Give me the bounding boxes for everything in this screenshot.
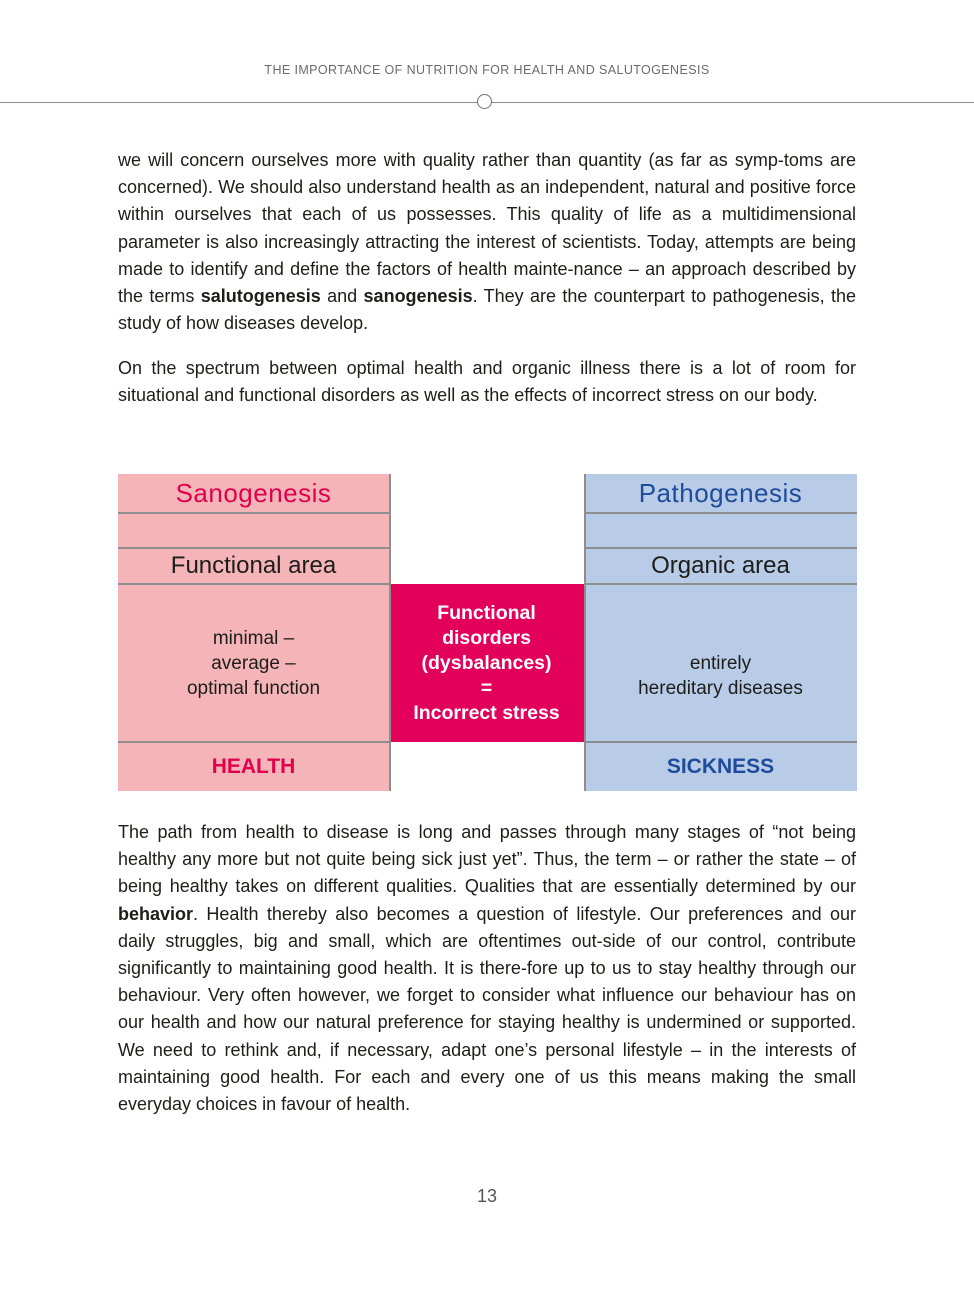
health-label: HEALTH — [211, 754, 296, 778]
paragraph-2: On the spectrum between optimal health and organic illness there is a lot of room for situational and functional disorders as well as the effects of incorrect stress on our body. — [118, 358, 856, 406]
hereditary-diseases-cell — [584, 584, 857, 742]
grid-line — [118, 547, 389, 549]
center-line-4: = — [480, 676, 493, 699]
center-line-3: (dysbalances) — [421, 651, 552, 674]
paragraph-1-text-a: we will concern ourselves more with quality rather than quantity (as far as symp-toms are concerned). We should also understand health as an independent, natural and positive force within ourselves that each of us possesses. This quality of life as a multidimensional parameter is also increasingly attracting the interest of scientists. Today, attempts are being made to identify and define the factors of health mainte-nance – an approach described by the terms — [118, 150, 856, 307]
grid-line — [118, 512, 389, 514]
center-line-2: disorders — [442, 626, 531, 649]
paragraph-3-text-b: . Health thereby also becomes a question of lifestyle. Our preferences and our daily struggles, big and small, which are oftentimes out-side of our control, contribute significantly to maintaining good health. It is there-fore up to us to stay healthy through our behaviour. Very often however, we forget to consider what influence our behaviour has on our health and how our natural preference for staying healthy is undermined or supported. We need to rethink and, if necessary, adapt one’s personal lifestyle – in the interests of maintaining good health. For each and every one of us this means making the small everyday choices in favour of health. — [118, 903, 856, 1115]
grid-line — [584, 547, 857, 549]
pathogenesis-title: Pathogenesis — [638, 478, 803, 508]
paragraph-1-text-b: and — [320, 286, 364, 307]
grid-line — [389, 474, 391, 791]
term-sanogenesis: sanogenesis — [363, 286, 473, 307]
grid-line — [584, 512, 857, 514]
grid-line — [118, 741, 389, 743]
sickness-label: SICKNESS — [666, 754, 775, 778]
paragraph-1 — [118, 147, 856, 337]
grid-line — [584, 741, 857, 743]
function-range-line-3: optimal function — [186, 677, 321, 699]
organic-area-label: Organic area — [651, 552, 790, 579]
hereditary-line-2: hereditary diseases — [638, 678, 803, 699]
term-behavior: behavior — [118, 903, 194, 924]
grid-line — [118, 583, 389, 585]
page-number: 13 — [476, 1186, 498, 1206]
paragraph-3 — [118, 819, 856, 1118]
center-line-1: Functional — [437, 601, 536, 624]
function-range-line-1: minimal – — [212, 627, 295, 649]
health-spectrum-diagram — [118, 474, 857, 791]
sanogenesis-title: Sanogenesis — [175, 478, 332, 508]
functional-area-label: Functional area — [170, 552, 337, 579]
term-salutogenesis: salutogenesis — [200, 286, 321, 307]
function-range-line-2: average – — [211, 652, 296, 674]
grid-line — [584, 474, 586, 791]
functional-disorders-cell — [389, 584, 584, 742]
paragraph-1-text-c: . They are the counterpart to pathogenesis, the study of how diseases develop. — [118, 286, 856, 334]
paragraph-3-text-a: The path from health to disease is long and passes through many stages of “not being healthy any more but not quite being sick just yet”. Thus, the term – or rather the state – of being healthy takes on different qualities. Qualities that are essentially determined by our — [118, 822, 856, 897]
header-ornament-circle — [477, 94, 492, 109]
hereditary-line-1: entirely — [689, 653, 752, 674]
running-header: THE IMPORTANCE OF NUTRITION FOR HEALTH AND SALUTOGENESIS — [264, 63, 710, 77]
grid-line — [584, 583, 857, 585]
function-range-cell — [118, 584, 389, 742]
center-line-5: Incorrect stress — [413, 701, 560, 724]
